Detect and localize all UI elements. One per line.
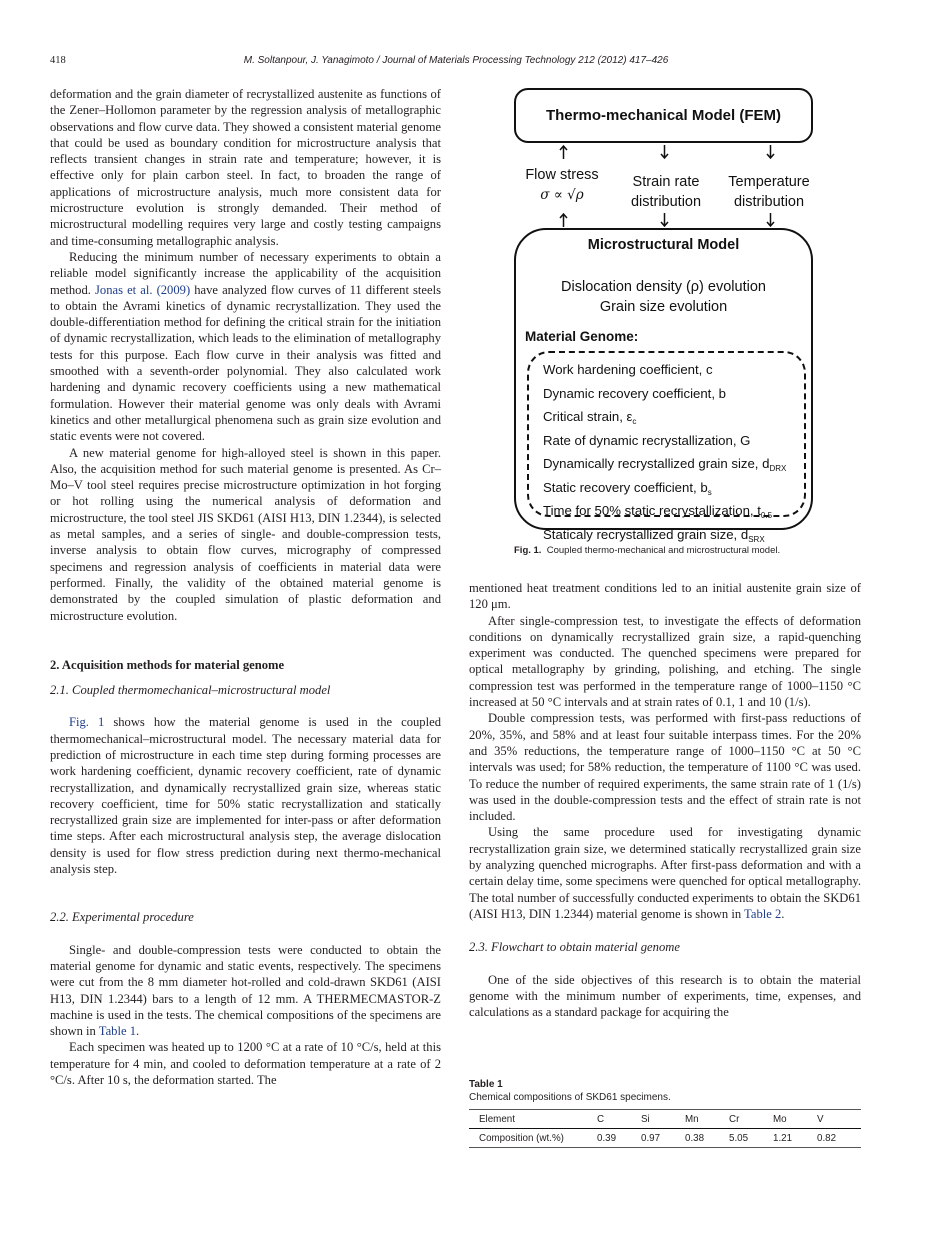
column-header: Element [479, 1114, 515, 1125]
arrow-down-icon [766, 213, 775, 227]
arrow-down-icon [660, 213, 669, 227]
microstructural-model-box [514, 228, 813, 544]
table-cell: 0.97 [641, 1133, 661, 1144]
column-header: V [817, 1114, 824, 1125]
material-genome-list [527, 351, 806, 544]
table-cell: 5.05 [729, 1133, 749, 1144]
paragraph: Using the same procedure used for investigating dynamic recrystallization grain size, we determined statically recrystallized grain size by analyzing quenched micrographs. After first-pass deformation and with a certain delay time, some specimens were quenched for optical metallography. The total number of successfully conducted experiments to obtain the SKD61 (AISI H13, DIN 1.2344) material genome is shown in Table 2. [469, 825, 861, 921]
right-column [469, 580, 861, 1020]
strain-rate-label: Strain rate distribution [630, 174, 702, 210]
table-link[interactable]: Table 2 [744, 906, 782, 921]
left-column [50, 86, 441, 1088]
page-header [50, 55, 862, 69]
figure-link[interactable]: Fig. 1 [69, 715, 105, 730]
column-header: Si [641, 1114, 650, 1125]
page-number: 418 [50, 55, 66, 66]
paragraph: A new material genome for high-alloyed steel is shown in this paper. Also, the acquisition method for such material genome is presented. As Cr–Mo–V tool steel requires precise microstructure optimization in hot forging or hot rolling using the numerical analysis of deformation and microstructure, the tool steel JIS SKD61 (AISI H13, DIN 1.2344), is selected as metal samples, and a series of single- and double-compression tests, inverse analysis to obtain flow curves, micrography of compressed specimens and regression analysis of coefficients in material data were performed. Finally, the validity of the obtained material genome is demonstrated by the coupled simulation of plastic deformation and microstructure evolution. [50, 445, 441, 623]
genome-item: Work hardening coefficient, c [543, 362, 713, 377]
paragraph: Fig. 1 shows how the material genome is used in the coupled thermomechanical–microstructural model. The necessary material data for prediction of microstructure in each time step during forming processes are work hardening coefficient, dynamic recovery coefficient, rate of dynamic recrystallization, and dynamically recrystallized grain size, whereas static recovery coefficient, time for 50% static recrystallization and statically recrystallized grain size are implemented for inter-pass or after deformation time steps. After each microstructural analysis step, the average dislocation density is used for flow stress prediction during next thermo-mechanical analysis step. [50, 715, 441, 877]
arrow-up-icon [559, 213, 568, 227]
table-cell: 0.39 [597, 1133, 617, 1144]
material-genome-label: Material Genome: [525, 329, 639, 344]
table-label: Table 1 [469, 1079, 503, 1090]
genome-item: Static recovery coefficient, $b_s$ [543, 479, 712, 497]
table-cell: 1.21 [773, 1133, 793, 1144]
temperature-label: Temperature distribution [728, 174, 810, 210]
column-header: Cr [729, 1114, 740, 1125]
genome-item: Dynamically recrystallized grain size, $d_{DRX}$ [543, 456, 787, 473]
subsection-heading: 2.3. Flowchart to obtain material genome [469, 940, 680, 955]
column-header: C [597, 1114, 605, 1125]
citation-link-jonas[interactable]: Jonas et al. (2009) [95, 282, 191, 297]
figure-caption: Fig. 1. Coupled thermo-mechanical and microstructural model. [514, 545, 781, 556]
genome-item: Critical strain, $\varepsilon_c$ [543, 409, 637, 426]
table-cell: Composition (wt.%) [479, 1133, 564, 1144]
figure-diagram [510, 86, 822, 544]
subsection-heading: 2.1. Coupled thermomechanical–microstructural model [50, 683, 331, 698]
genome-item: Rate of dynamic recrystallization, G [543, 432, 751, 448]
arrow-down-icon [766, 145, 775, 159]
flow-stress-formula: σ ∝ √ρ [540, 187, 584, 203]
table-header-row [469, 1110, 861, 1129]
arrow-down-icon [660, 145, 669, 159]
column-header: Mn [685, 1114, 699, 1125]
paragraph: Double compression tests, was performed with first-pass reductions of 20%, 35%, and 58% and at least four suitable interpass times. For the 20% and 35% reductions, the temperature range of 1000–1150 °C at 50 °C intervals was used; for 58% reduction, the temperature of 1100 °C was used. To reduce the number of required experiments, the same strain rate of 1 (1/s) was used in the double-compression tests and the effect of strain rate is not included. [469, 711, 861, 824]
arrow-up-icon [559, 145, 568, 159]
paragraph: mentioned heat treatment conditions led to an initial austenite grain size of 120 μm. [469, 581, 861, 612]
table-row [469, 1129, 861, 1148]
running-title: M. Soltanpour, J. Yanagimoto / Journal of Materials Processing Technology 212 (2012) 417–426 [243, 55, 669, 66]
table-link[interactable]: Table 1 [98, 1024, 136, 1039]
paragraph: Single- and double-compression tests were conducted to obtain the material genome for dynamic and static events, respectively. The specimens were cut from the 8 mm diameter hot-rolled and cold-drawn SKD61 (AISI H13, DIN 1.2344) bars to a length of 12 mm. A THERMECMASTOR-Z machine is used in the tests. The chemical compositions of the specimens are shown in Table 1. [50, 942, 441, 1039]
column-header: Mo [773, 1114, 787, 1125]
microstructural-model-title: Microstructural Model [587, 237, 740, 253]
paragraph: One of the side objectives of this research is to obtain the material genome with the minimum number of experiments, time, expenses, and calculations as a standard package for acquiring the [469, 972, 861, 1020]
section-heading: 2. Acquisition methods for material genome [50, 657, 285, 672]
paragraph: After single-compression test, to investigate the effects of deformation conditions on dynamically recrystallized grain size, a rapid-quenching experiment was conducted. The quenched specimens were prepared for optical metallography by grinding, polishing, and etching. The single compression test was performed in the temperature range of 1000–1150 °C increased at 50 °C intervals and at strain rates of 0.1, 1 and 10 (1/s). [469, 613, 861, 710]
paragraph: deformation and the grain diameter of recrystallized austenite as functions of the Zener–Hollomon parameter by the regression analysis of metallographic observations and flow curve data. They showed a consistent material genome that could be used as boundary condition for microstructure analysis that reflects transient changes in strain rate and temperature; however, it is effective only for plain carbon steel. In fact, to broaden the range of applications of microstructure analysis, much more consistent data for microstructure evolution is strongly demanded. Their method of microstructural modelling requires very large and costly testing campaigns and time-consuming metallographic analysis. [50, 87, 441, 248]
thermo-mechanical-model-box: Thermo-mechanical Model (FEM) [514, 88, 813, 143]
composition-table [469, 1109, 861, 1148]
genome-item: Dynamic recovery coefficient, b [543, 385, 726, 401]
table-cell: 0.38 [685, 1133, 705, 1144]
table-cell: 0.82 [817, 1133, 837, 1144]
flow-stress-label: Flow stress σ ∝ √ρ [510, 165, 614, 205]
paragraph: Each specimen was heated up to 1200 °C at a rate of 10 °C/s, held at this temperature for 4 min, and cooled to deformation temperature at a rate of 2 °C/s. After 10 s, the deformation started. The [50, 1040, 441, 1088]
paragraph: Reducing the minimum number of necessary experiments to obtain a reliable model significantly increase the applicability of the acquisition method. Jonas et al. (2009) have analyzed flow curves of 11 different steels to obtain the Avrami kinetics of dynamic recrystallization. They used the double-differentiation method for defining the critical strain for the initiation of dynamic recrystallization, which leads to the elimination of metallography tests for this purpose. Each flow curve in their analysis was fitted and smoothed with a seventh-order polynomial. They also calculated work hardening and dynamic recovery coefficients using a new mathematical formulation. However their material genome was only deals with Avrami kinetics and other metallurgical phenomena such as grain size evolution and static events were not covered. [50, 249, 441, 444]
subsection-heading: 2.2. Experimental procedure [50, 910, 194, 925]
genome-item: Staticaly recrystallized grain size, $d_{SRX}$ [543, 526, 765, 544]
table-caption: Chemical compositions of SKD61 specimens. [469, 1092, 671, 1103]
evolution-text: Dislocation density (ρ) evolution Grain size evolution [561, 279, 766, 315]
table-1 [469, 1078, 861, 1148]
genome-item: Time for 50% static recrystallization, $t_{0.5}$ [543, 503, 773, 520]
